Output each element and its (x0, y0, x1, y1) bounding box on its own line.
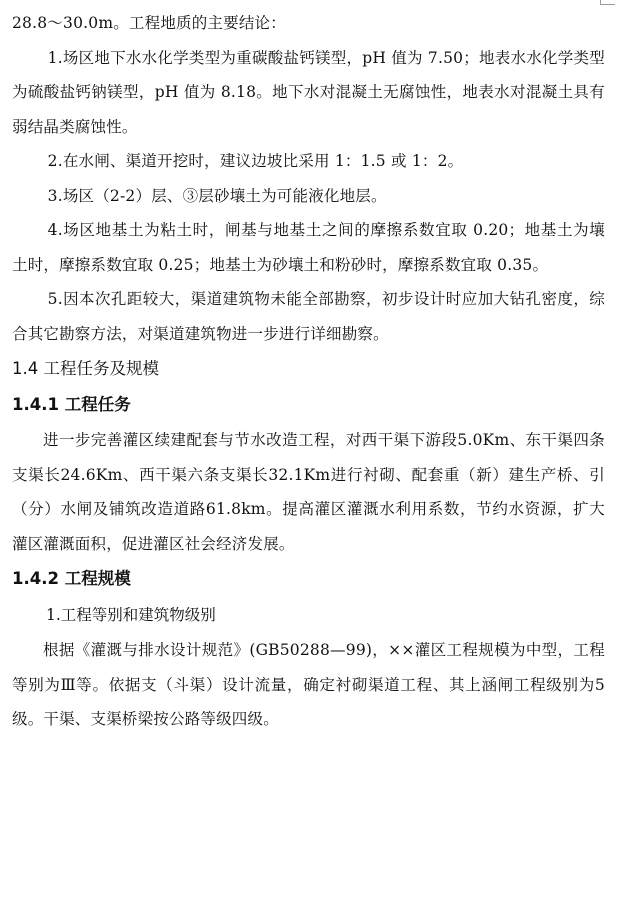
page-corner-mark (600, 0, 615, 5)
paragraph-conclusion-5: 5.因本次孔距较大，渠道建筑物未能全部勘察，初步设计时应加大钻孔密度，综合其它勘察方法，对渠道建筑物进一步进行详细勘察。 (12, 290, 605, 343)
paragraph-project-scale: 根据《灌溉与排水设计规范》(GB50288—99)，××灌区工程规模为中型，工程等别为Ⅲ等。依据支（斗渠）设计流量，确定衬砌渠道工程、其上涵闸工程级别为5级。干渠、支渠桥梁按公路等级四级。 (12, 641, 605, 728)
section-heading-1-4-2: 1.4.2 工程规模 (12, 569, 131, 588)
paragraph-intro: 28.8～30.0m。工程地质的主要结论： (12, 14, 286, 32)
section-heading-1-4: 1.4 工程任务及规模 (12, 359, 159, 378)
paragraph-conclusion-1: 1.场区地下水水化学类型为重碳酸盐钙镁型，pH 值为 7.50；地表水水化学类型为硫酸盐钙钠镁型，pH 值为 8.18。地下水对混凝土无腐蚀性，地表水对混凝土具有弱结晶类腐蚀性。 (12, 48, 605, 136)
subheading-grade-and-class: 1.工程等别和建筑物级别 (46, 606, 216, 624)
paragraph-conclusion-2: 2.在水闸、渠道开挖时，建议边坡比采用 1：1.5 或 1：2。 (47, 152, 464, 170)
section-heading-1-4-1: 1.4.1 工程任务 (12, 395, 131, 414)
paragraph-conclusion-4: 4.场区地基土为粘土时，闸基与地基土之间的摩擦系数宜取 0.20；地基土为壤土时，摩擦系数宜取 0.25；地基土为砂壤土和粉砂时，摩擦系数宜取 0.35。 (12, 221, 605, 274)
paragraph-project-tasks: 进一步完善灌区续建配套与节水改造工程，对西干渠下游段5.0Km、东干渠四条支渠长24.6Km、西干渠六条支渠长32.1Km进行衬砌、配套重（新）建生产桥、引（分）水闸及铺筑改造道路61.8km。提高灌区灌溉水利用系数，节约水资源，扩大灌区灌溉面积，促进灌区社会经济发展。 (12, 431, 605, 553)
paragraph-conclusion-3: 3.场区（2-2）层、③层砂壤土为可能液化地层。 (47, 186, 387, 205)
